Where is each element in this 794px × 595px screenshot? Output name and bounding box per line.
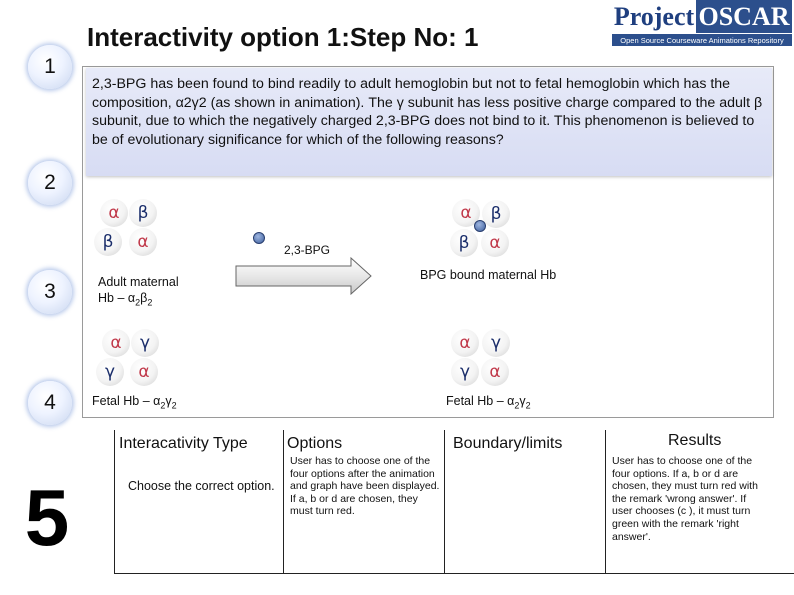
table-divider-4 <box>605 430 606 574</box>
adult-hb-alpha-bottom-subunit: α <box>129 228 157 256</box>
header-interactivity-type: Interacativity Type <box>119 435 248 452</box>
bpg-label: 2,3-BPG <box>284 243 331 257</box>
fetal-hb-left-alpha-top-subunit: α <box>102 329 130 357</box>
header-boundary-limits: Boundary/limits <box>453 435 563 452</box>
bound-hb-alpha-bottom-subunit: α <box>481 229 509 257</box>
table-divider-1 <box>114 430 115 574</box>
options-text: User has to choose one of the four options after the animation and graph have been displayed. If a, b or d are chosen, they must turn red. <box>290 455 440 518</box>
fetal-hb-right-label: Fetal Hb – $\alpha_2\gamma_2$ <box>446 394 531 411</box>
bpg-molecule-bound <box>474 220 486 232</box>
table-bottom-border <box>114 573 794 574</box>
step-5-marker <box>6 468 88 568</box>
header-results: Results <box>668 432 722 449</box>
adult-hb-beta-top-subunit: β <box>129 199 157 227</box>
fetal-hb-right-gamma-top-subunit: γ <box>482 329 510 357</box>
logo-tagline: Open Source Courseware Animations Repository <box>612 34 792 46</box>
step-1-number: 1 <box>44 55 56 78</box>
fetal-hb-right-alpha-top-subunit: α <box>451 329 479 357</box>
logo-word-oscar: OSCAR <box>696 0 792 33</box>
bound-hb-beta-top-subunit: β <box>482 200 510 228</box>
table-divider-2 <box>283 430 284 574</box>
adult-hb-label-line1: Adult maternal <box>98 275 179 289</box>
question-text: 2,3-BPG has been found to bind readily to adult hemoglobin but not to fetal hemoglobin which has the composition, α2γ2 (as shown in animation). The γ subunit has less positive charge compared to the adult β subunit, due to which the negatively charged 2,3-BPG does not bind to it. This phenomenon is believed to be of evolutionary significance for which of the following reasons? <box>92 76 763 148</box>
step-4-number: 4 <box>44 391 56 414</box>
bpg-molecule-free <box>253 232 265 244</box>
step-4-marker <box>28 381 72 425</box>
interactivity-type-text: Choose the correct option. <box>128 479 275 493</box>
bound-hb-label: BPG bound maternal Hb <box>420 268 557 282</box>
fetal-hb-right-gamma-bottom-subunit: γ <box>451 358 479 386</box>
adult-hb-alpha-top-subunit: α <box>100 199 128 227</box>
header-options: Options <box>287 435 343 452</box>
adult-hb-beta-bottom-subunit: β <box>94 228 122 256</box>
fetal-hb-left-gamma-bottom-subunit: γ <box>96 358 124 386</box>
step-3-number: 3 <box>44 280 56 303</box>
logo-word-project: Project <box>612 0 696 33</box>
step-2-marker <box>28 161 72 205</box>
fetal-hb-left-gamma-top-subunit: γ <box>131 329 159 357</box>
slide-title: Interactivity option 1:Step No: 1 <box>87 22 479 52</box>
step-2-number: 2 <box>44 171 56 194</box>
step-1-marker <box>28 45 72 89</box>
table-divider-3 <box>444 430 445 574</box>
step-5-number: 5 <box>24 473 70 562</box>
step-3-marker <box>28 270 72 314</box>
adult-hb-label-line2: Hb – $\alpha_2\beta_2$ <box>98 291 153 308</box>
fetal-hb-left-label: Fetal Hb – $\alpha_2\gamma_2$ <box>92 394 177 411</box>
binding-arrow <box>235 256 375 296</box>
bound-hb-alpha-top-subunit: α <box>452 199 480 227</box>
project-oscar-logo <box>612 0 792 48</box>
fetal-hb-left-alpha-bottom-subunit: α <box>130 358 158 386</box>
results-text: User has to choose one of the four options. If a, b or d are chosen, they must turn red with the remark 'wrong answer'. If user chooses (c ), it must turn green with the remark 'right answer'. <box>612 455 758 543</box>
bound-hb-beta-bottom-subunit: β <box>450 229 478 257</box>
fetal-hb-right-alpha-bottom-subunit: α <box>481 358 509 386</box>
